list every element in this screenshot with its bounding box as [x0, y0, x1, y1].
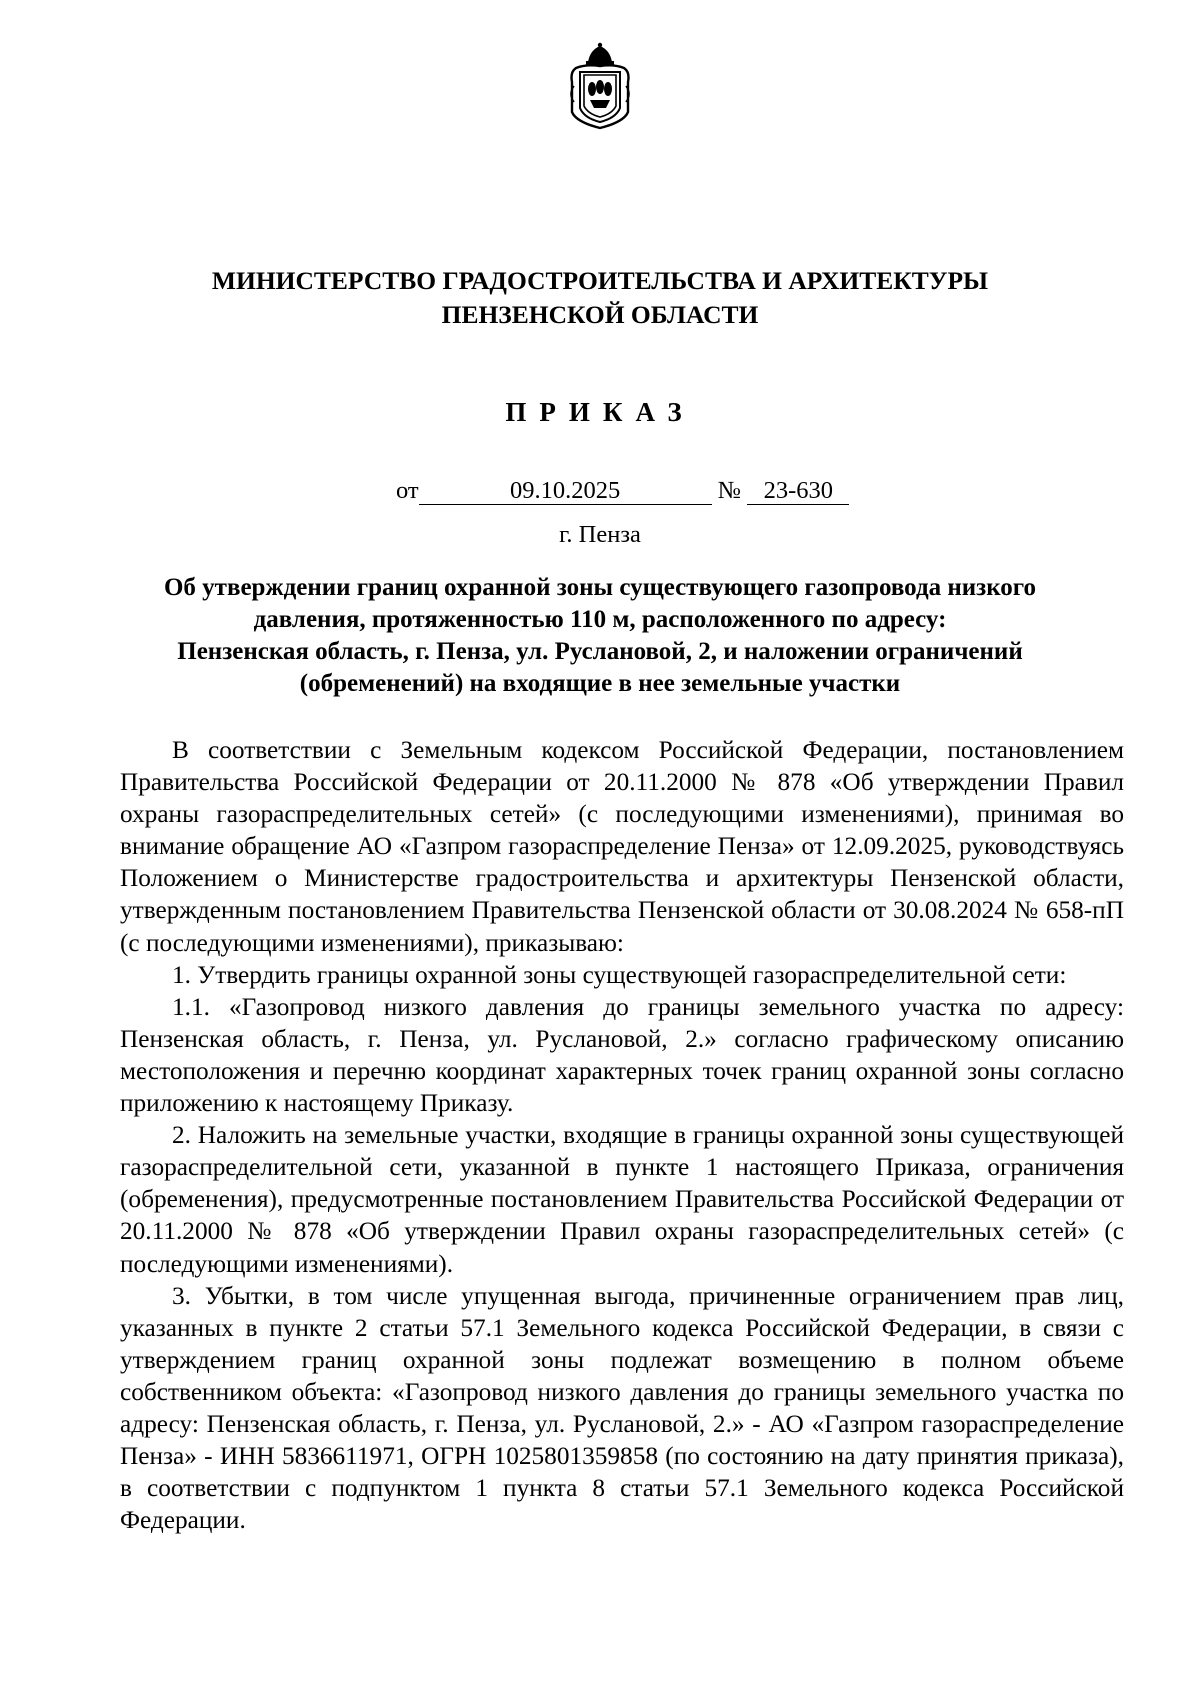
preamble-paragraph: В соответствии с Земельным кодексом Российской Федерации, постановлением Правительства Российской Федерации от 20.11.2000 № 878 «Об утверждении Правил охраны газораспределительных сетей» (с последующими изменениями), принимая во внимание обращение АО «Газпром газораспределение Пенза» от 12.09.2025, руководствуясь Положением о Министерстве градостроительства и архитектуры Пензенской области, утвержденным постановлением Правительства Пензенской области от 30.08.2024 № 658-пП (с последующими изменениями), приказываю: [120, 736, 1124, 957]
subject-line-1: Об утверждении границ охранной зоны существующего газопровода низкого [163, 574, 1037, 601]
ministry-line-1: МИНИСТЕРСТВО ГРАДОСТРОИТЕЛЬСТВА И АРХИТЕКТУРЫ [211, 266, 989, 295]
item-2-paragraph: 2. Наложить на земельные участки, входящие в границы охранной зоны существующей газораспределительной сети, указанной в пункте 1 настоящего Приказа, ограничения (обременения), предусмотренные постановлением Правительства Российской Федерации от 20.11.2000 № 878 «Об утверждении Правил охраны газораспределительных сетей» (с последующими изменениями). [120, 1121, 1124, 1278]
item-3-paragraph: 3. Убытки, в том числе упущенная выгода, причиненные ограничением прав лиц, указанных в пункте 2 статьи 57.1 Земельного кодекса Российской Федерации, в связи с утверждением границ охранной зоны подлежат возмещению в полном объеме собственником объекта: «Газопровод низкого давления до границы земельного участка по адресу: Пензенская область, г. Пенза, ул. Руслановой, 2.» - АО «Газпром газораспределение Пенза» - ИНН 5836611971, ОГРН 1025801359858 (по состоянию на дату принятия приказа), в соответствии с подпунктом 1 пункта 8 статьи 57.1 Земельного кодекса Российской Федерации. [120, 1281, 1124, 1535]
order-title: ПРИКАЗ [505, 397, 695, 427]
order-date: 09.10.2025 [419, 478, 712, 505]
subject-line-3: Пензенская область, г. Пенза, ул. Руслановой, 2, и наложении ограничений [177, 638, 1023, 665]
subject-line-2: давления, протяженностью 110 м, расположенного по адресу: [253, 606, 947, 633]
item-1-1-paragraph: 1.1. «Газопровод низкого давления до границы земельного участка по адресу: Пензенская область, г. Пенза, ул. Руслановой, 2.» согласно графическому описанию местоположения и перечню координат характерных точек границ охранной зоны согласно приложению к настоящему Приказу. [120, 992, 1124, 1118]
coat-of-arms-icon [566, 42, 634, 130]
subject-line-4: (обременений) на входящие в нее земельные участки [299, 670, 901, 697]
order-body [120, 734, 1124, 1536]
number-prefix: № [717, 477, 742, 504]
item-1-paragraph: 1. Утвердить границы охранной зоны существующей газораспределительной сети: [172, 960, 1067, 989]
order-number: 23-630 [747, 478, 849, 505]
ministry-line-2: ПЕНЗЕНСКОЙ ОБЛАСТИ [441, 300, 759, 329]
order-date-number-line [396, 476, 849, 506]
order-subject [98, 572, 1102, 700]
order-city: г. Пенза [559, 521, 641, 548]
date-prefix: от [396, 477, 419, 504]
ministry-heading [120, 264, 1080, 332]
